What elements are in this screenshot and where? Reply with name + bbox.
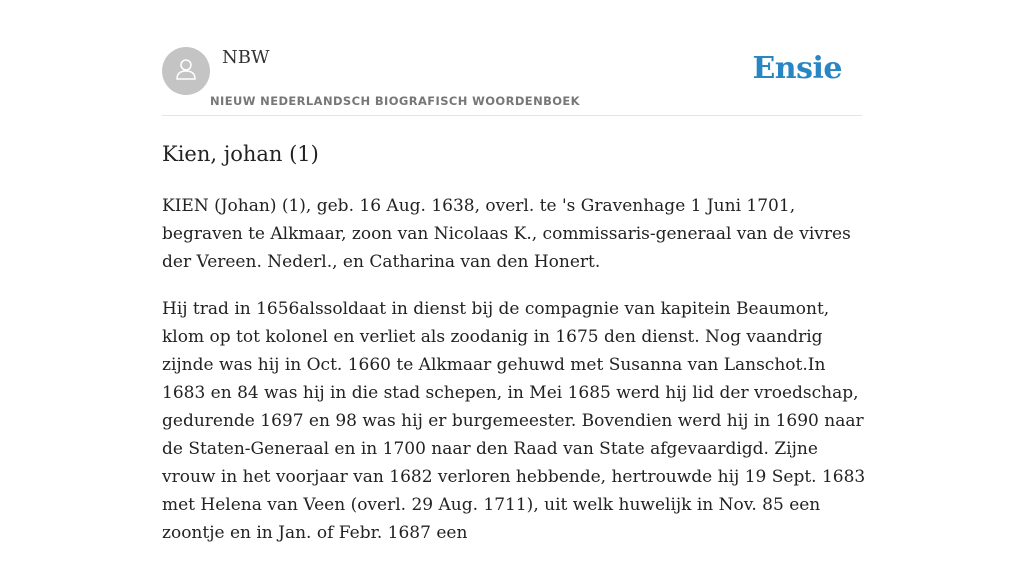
user-icon	[172, 55, 200, 88]
article-header	[162, 0, 862, 116]
article-paragraph-1: KIEN (Johan) (1), geb. 16 Aug. 1638, overl. te 's Gravenhage 1 Juni 1701, begraven te Alkmaar, zoon van Nicolaas K., commissaris-generaal van de vivres der Vereen. Nederl., en Catharina van den Honert.	[162, 196, 851, 272]
ensie-logo[interactable]: Ensie	[752, 51, 842, 86]
article-paragraph-2: Hij trad in 1656alssoldaat in dienst bij de compagnie van kapitein Beaumont, klom op tot kolonel en verliet als zoodanig in 1675 den dienst. Nog vaandrig zijnde was hij in Oct. 1660 te Alkmaar gehuwd met Susanna van Lanschot.In 1683 en 84 was hij in die stad schepen, in Mei 1685 werd hij lid der vroedschap, gedurende 1697 en 98 was hij er burgemeester. Bovendien werd hij in 1690 naar de Staten-Generaal en in 1700 naar den Raad van State afgevaardigd. Zijne vrouw in het voorjaar van 1682 verloren hebbende, hertrouwde hij 19 Sept. 1683 met Helena van Veen (overl. 29 Aug. 1711), uit welk huwelijk in Nov. 85 een zoontje en in Jan. of Febr. 1687 een	[162, 299, 866, 543]
source-name[interactable]: NIEUW NEDERLANDSCH BIOGRAFISCH WOORDENBOEK	[210, 94, 580, 108]
author-name[interactable]: NBW	[222, 47, 270, 68]
author-avatar[interactable]	[162, 47, 210, 95]
page-title: Kien, johan (1)	[162, 142, 319, 166]
article-body	[162, 192, 870, 566]
